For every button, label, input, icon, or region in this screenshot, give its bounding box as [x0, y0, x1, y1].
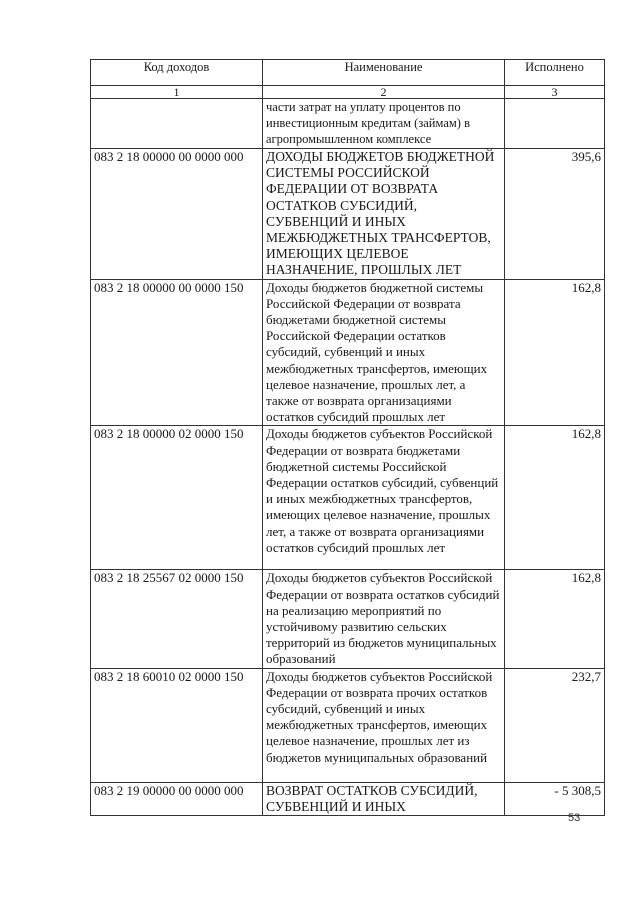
header-code: Код доходов — [91, 60, 263, 86]
row-amount: 162,8 — [505, 279, 605, 426]
row-name: части затрат на уплату процентов по инвестиционным кредитам (займам) в агропромышленном комплексе — [263, 99, 505, 149]
row-code: 083 2 18 00000 02 0000 150 — [91, 426, 263, 570]
row-name: Доходы бюджетов бюджетной системы Российской Федерации от возврата бюджетами бюджетной системы Российской Федерации остатков субсидий, субвенций и иных межбюджетных трансфертов, имеющих целевое назначение, прошлых лет, а также от возврата организациями остатков субсидий прошлых лет — [263, 279, 505, 426]
column-number: 2 — [263, 86, 505, 99]
table-row — [91, 279, 605, 426]
row-name: ДОХОДЫ БЮДЖЕТОВ БЮДЖЕТНОЙ СИСТЕМЫ РОССИЙСКОЙ ФЕДЕРАЦИИ ОТ ВОЗВРАТА ОСТАТКОВ СУБСИДИЙ, СУБВЕНЦИЙ И ИНЫХ МЕЖБЮДЖЕТНЫХ ТРАНСФЕРТОВ, ИМЕЮЩИХ ЦЕЛЕВОЕ НАЗНАЧЕНИЕ, ПРОШЛЫХ ЛЕТ — [263, 149, 505, 280]
row-code: 083 2 18 60010 02 0000 150 — [91, 668, 263, 782]
row-amount: - 5 308,5 — [505, 782, 605, 815]
row-name: Доходы бюджетов субъектов Российской Федерации от возврата бюджетами бюджетной системы Российской Федерации остатков субсидий, субвенций и иных межбюджетных трансфертов, имеющих целевое назначение, прошлых лет, а также от возврата организациями остатков субсидий прошлых лет — [263, 426, 505, 570]
revenue-table — [90, 59, 605, 816]
row-code: 083 2 19 00000 00 0000 000 — [91, 782, 263, 815]
table-row — [91, 570, 605, 668]
row-name: ВОЗВРАТ ОСТАТКОВ СУБСИДИЙ, СУБВЕНЦИЙ И ИНЫХ — [263, 782, 505, 815]
row-amount: 162,8 — [505, 426, 605, 570]
table-row — [91, 426, 605, 570]
header-name: Наименование — [263, 60, 505, 86]
header-executed: Исполнено — [505, 60, 605, 86]
table-row — [91, 782, 605, 815]
row-name: Доходы бюджетов субъектов Российской Федерации от возврата прочих остатков субсидий, субвенций и иных межбюджетных трансфертов, имеющих целевое назначение, прошлых лет из бюджетов муниципальных образований — [263, 668, 505, 782]
row-name: Доходы бюджетов субъектов Российской Федерации от возврата остатков субсидий на реализацию мероприятий по устойчивому развитию сельских территорий из бюджетов муниципальных образований — [263, 570, 505, 668]
table-row — [91, 99, 605, 149]
row-code: 083 2 18 00000 00 0000 000 — [91, 149, 263, 280]
column-number: 1 — [91, 86, 263, 99]
row-amount: 395,6 — [505, 149, 605, 280]
row-code — [91, 99, 263, 149]
column-number: 3 — [505, 86, 605, 99]
table-row — [91, 668, 605, 782]
table-row — [91, 149, 605, 280]
row-code: 083 2 18 25567 02 0000 150 — [91, 570, 263, 668]
page-number: 53 — [568, 812, 581, 824]
row-code: 083 2 18 00000 00 0000 150 — [91, 279, 263, 426]
row-amount: 162,8 — [505, 570, 605, 668]
table-header-row — [91, 60, 605, 86]
row-amount — [505, 99, 605, 149]
row-amount: 232,7 — [505, 668, 605, 782]
column-number-row — [91, 86, 605, 99]
